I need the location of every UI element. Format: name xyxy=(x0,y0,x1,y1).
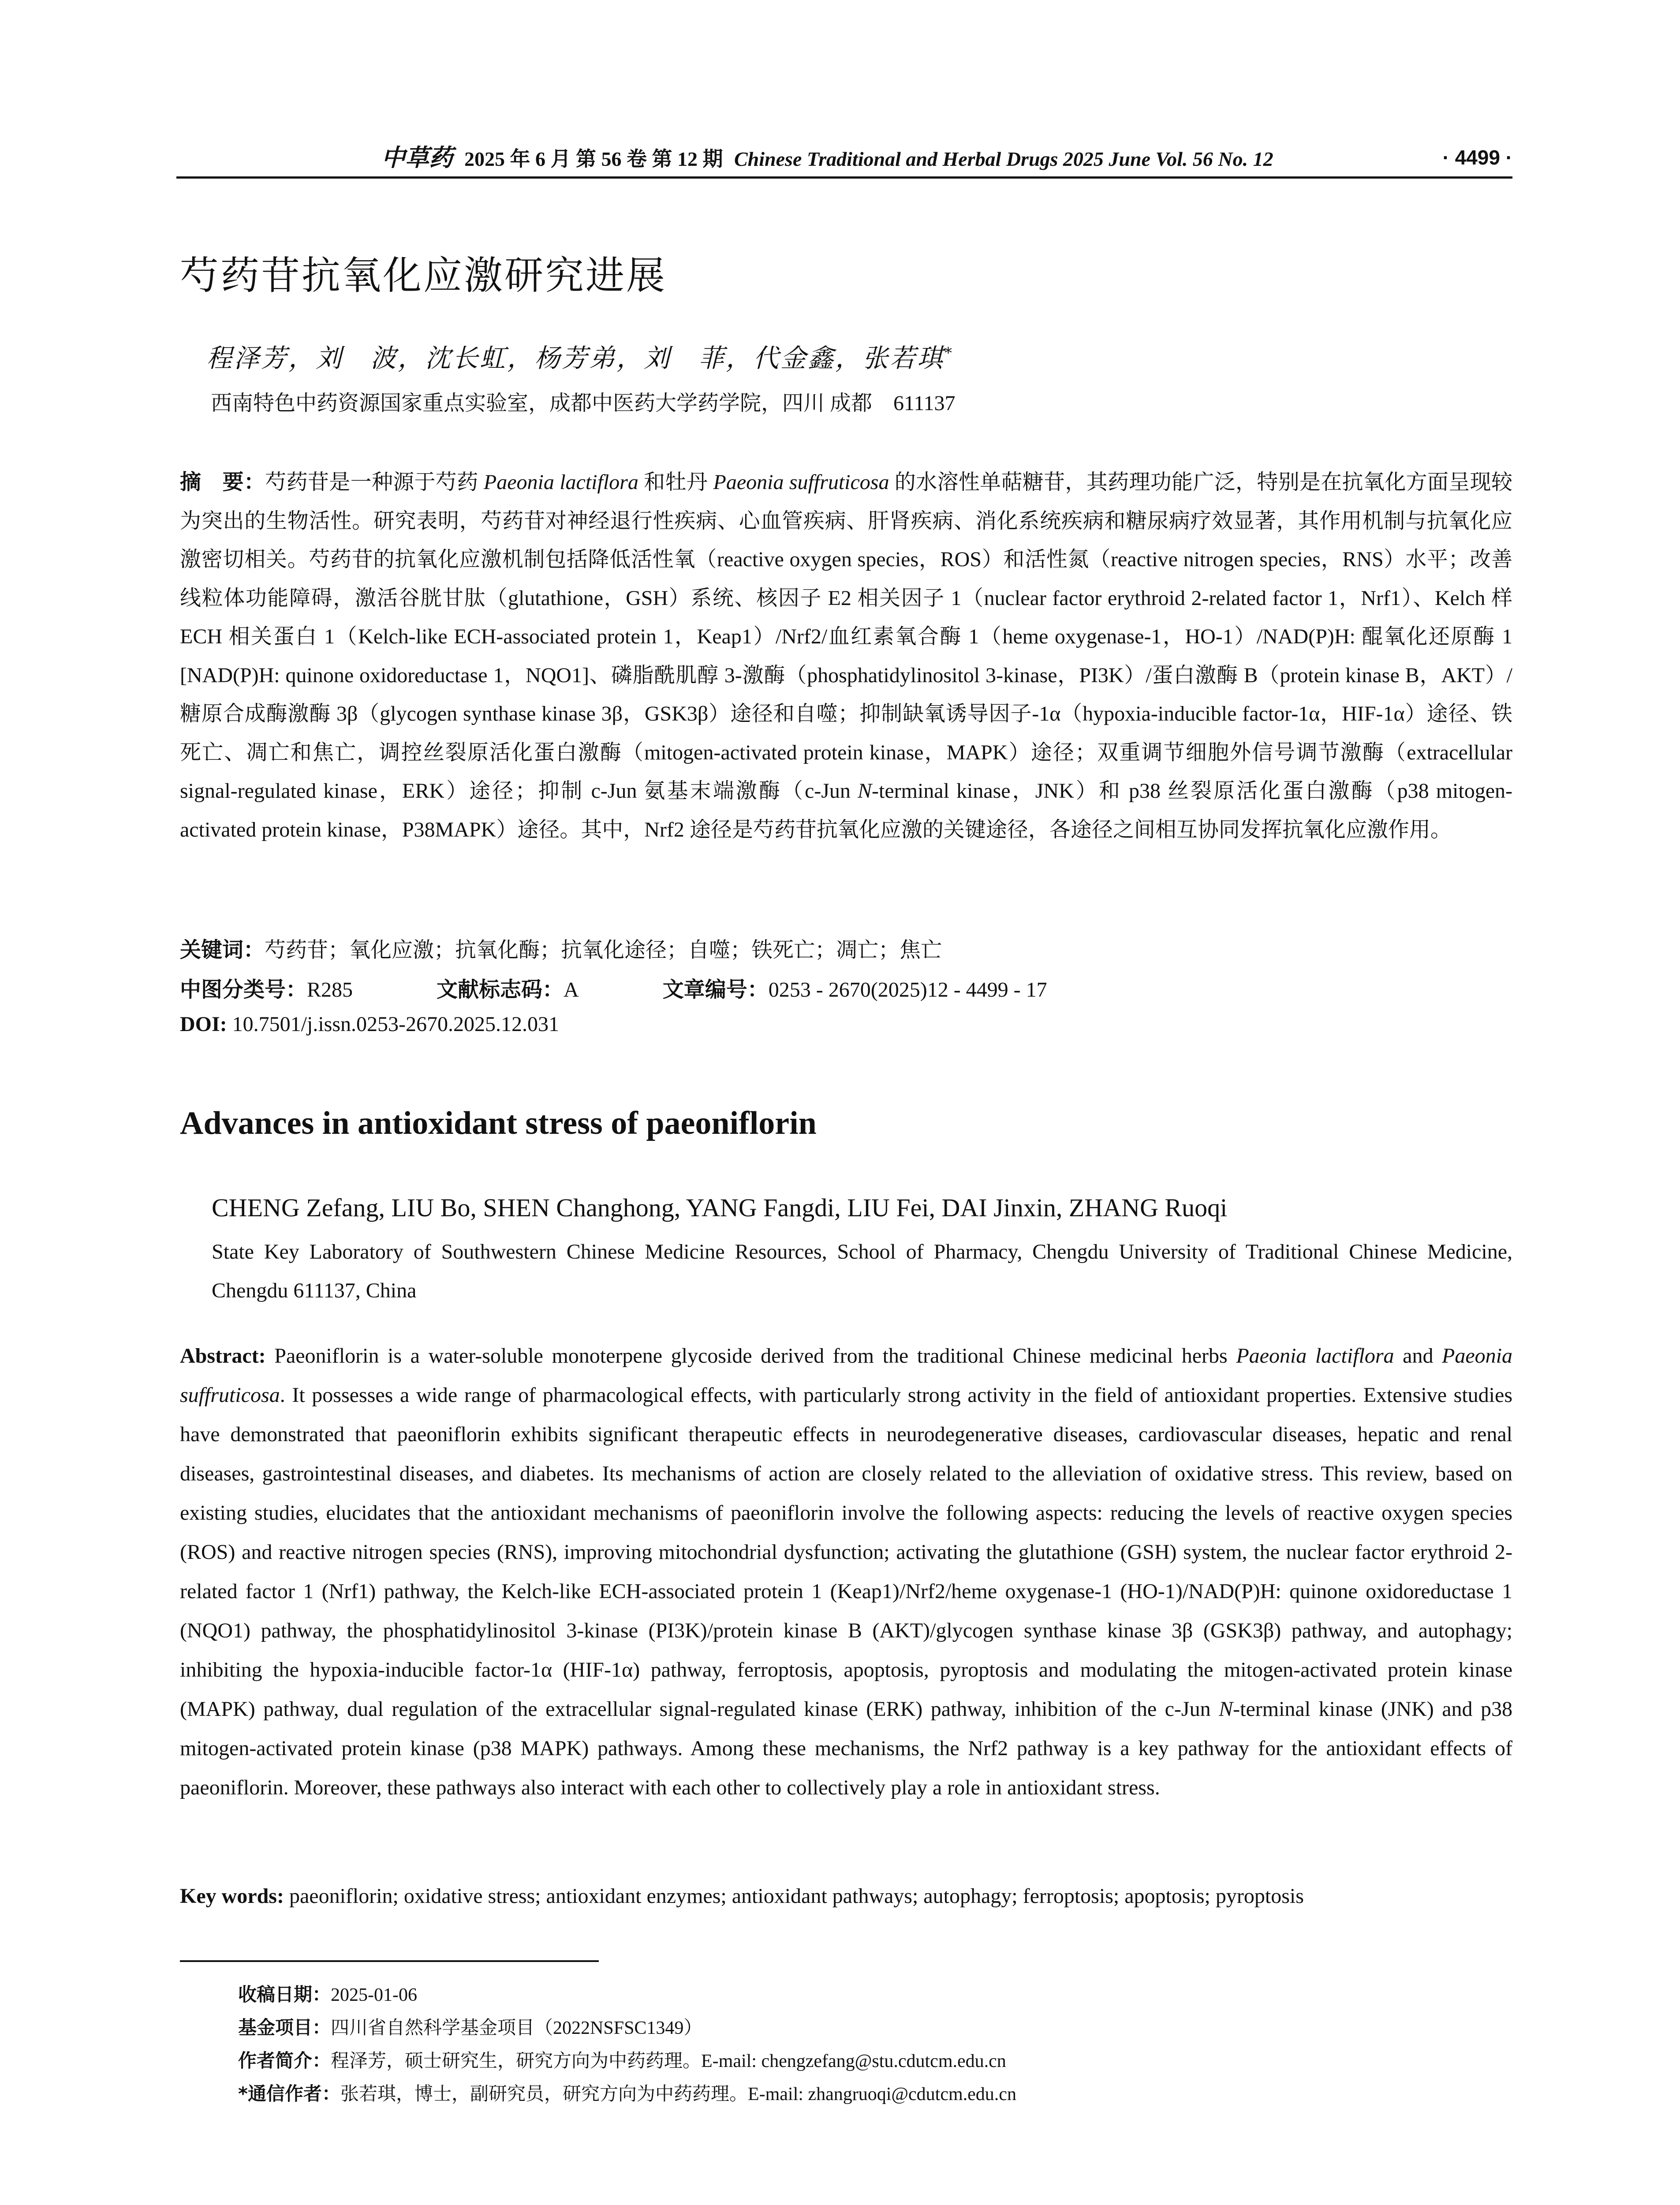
footnote-rule xyxy=(180,1960,599,1962)
affiliation-cn: 西南特色中药资源国家重点实验室，成都中医药大学药学院，四川 成都 611137 xyxy=(211,392,956,415)
clc-value: R285 xyxy=(307,978,353,1002)
species-name: Paeonia suffruticosa xyxy=(180,1344,1513,1407)
keywords-cn xyxy=(180,933,942,963)
doi-label: DOI: xyxy=(180,1013,227,1036)
journal-issue-en: Chinese Traditional and Herbal Drugs 2025 June Vol. 56 No. 12 xyxy=(734,148,1273,170)
journal-logo: 中草药 xyxy=(381,143,453,172)
doi-value: 10.7501/j.issn.0253-2670.2025.12.031 xyxy=(232,1013,560,1036)
running-header xyxy=(176,140,1512,175)
footnote-corresponding xyxy=(238,2079,1016,2106)
article-title-cn: 芍药苷抗氧化应激研究进展 xyxy=(180,253,667,298)
keywords-text-en: paeoniflorin; oxidative stress; antioxidant enzymes; antioxidant pathways; autophagy; ferroptosis; apoptosis; pyroptosis xyxy=(284,1884,1304,1908)
keywords-en xyxy=(180,1884,1512,1908)
header-rule xyxy=(176,176,1512,179)
abstract-text-en: . It possesses a wide range of pharmacological effects, with particularly strong activity in the field of antioxidant properties. Extensive studies have demonstrated that paeoniflorin exhibits significant therapeutic effects in neurodegenerative diseases, cardiovascular diseases, hepatic and renal diseases, gastrointestinal diseases, and diabetes. Its mechanisms of action are closely related to the alleviation of oxidative stress. This review, based on existing studies, elucidates that the antioxidant mechanisms of paeoniflorin involve the following aspects: reducing the levels of reactive oxygen species (ROS) and reactive nitrogen species (RNS), improving mitochondrial dysfunction; activating the glutathione (GSH) system, the nuclear factor erythroid 2-related factor 1 (Nrf1) pathway, the Kelch-like ECH-associated protein 1 (Keap1)/Nrf2/heme oxygenase-1 (HO-1)/NAD(P)H: quinone oxidoreductase 1 (NQO1) pathway, the phosphatidylinositol 3-kinase (PI3K)/protein kinase B (AKT)/glycogen synthase kinase 3β (GSK3β) pathway, and autophagy; inhibiting the hypoxia-inducible factor-1α (HIF-1α) pathway, ferroptosis, apoptosis, pyroptosis and modulating the mitogen-activated protein kinase (MAPK) pathway, dual regulation of the extracellular signal-regulated kinase (ERK) pathway, inhibition of the c-Jun xyxy=(180,1383,1512,1721)
keywords-label-cn: 关键词： xyxy=(180,938,265,962)
author-bio-label: 作者简介： xyxy=(238,2050,331,2071)
species-name: Paeonia lactiflora xyxy=(1236,1344,1394,1368)
clc-field xyxy=(180,972,353,1003)
corresponding-label: *通信作者： xyxy=(238,2083,340,2104)
footnote-fund xyxy=(238,2013,702,2040)
abstract-label-cn: 摘 要： xyxy=(180,470,265,494)
author-list-cn xyxy=(206,337,954,374)
journal-info xyxy=(381,140,1273,176)
italic-n: N xyxy=(1219,1697,1233,1721)
abstract-text-cn: 的水溶性单萜糖苷，其药理功能广泛，特别是在抗氧化方面呈现较为突出的生物活性。研究表明，芍药苷对神经退行性疾病、心血管疾病、肝肾疾病、消化系统疾病和糖尿病疗效显著，其作用机制与抗氧化应激密切相关。芍药苷的抗氧化应激机制包括降低活性氧（reactive oxygen species，ROS）和活性氮（reactive nitrogen species，RNS）水平；改善线粒体功能障碍，激活谷胱甘肽（glutathione，GSH）系统、核因子 E2 相关因子 1（nuclear factor erythroid 2-related factor 1，Nrf1）、Kelch 样 ECH 相关蛋白 1（Kelch-like ECH-associated protein 1，Keap1）/Nrf2/血红素氧合酶 1（heme oxygenase-1，HO-1）/NAD(P)H: 醌氧化还原酶 1 [NAD(P)H: quinone oxidoreductase 1，NQO1]、磷脂酰肌醇 3-激酶（phosphatidylinositol 3-kinase，PI3K）/蛋白激酶 B（protein kinase B，AKT）/糖原合成酶激酶 3β（glycogen synthase kinase 3β，GSK3β）途径和自噬；抑制缺氧诱导因子-1α（hypoxia-inducible factor-1α，HIF-1α）途径、铁死亡、凋亡和焦亡，调控丝裂原活化蛋白激酶（mitogen-activated protein kinase，MAPK）途径；双重调节细胞外信号调节激酶（extracellular signal-regulated kinase，ERK）途径；抑制 c-Jun 氨基末端激酶（c-Jun xyxy=(180,471,1512,803)
abstract-text-cn: -terminal kinase，JNK）和 p38 丝裂原活化蛋白激酶（p38 mitogen-activated protein kinase，P38MAPK）途径。其中，Nrf2 途径是芍药苷抗氧化应激的关键途径，各途径之间相互协同发挥抗氧化应激作用。 xyxy=(180,779,1512,841)
abstract-text-cn: 芍药苷是一种源于芍药 xyxy=(265,471,484,494)
affiliation-en: State Key Laboratory of Southwestern Chinese Medicine Resources, School of Pharmacy, Chengdu University of Traditional Chinese Medicine, Chengdu 611137, China xyxy=(212,1240,1512,1302)
corresponding-value: 张若琪，博士，副研究员，研究方向为中药药理。E-mail: zhangruoqi@cdutcm.edu.cn xyxy=(340,2084,1016,2104)
species-name: Paeonia lactiflora xyxy=(483,471,638,494)
journal-issue-cn: 2025 年 6 月 第 56 卷 第 12 期 xyxy=(464,148,723,170)
clc-label: 中图分类号： xyxy=(180,977,307,1002)
received-label: 收稿日期： xyxy=(238,1984,331,2005)
doc-code-field xyxy=(437,972,579,1003)
doc-code-label: 文献标志码： xyxy=(437,977,564,1002)
classification-row xyxy=(180,972,1047,1003)
footnote-author xyxy=(238,2046,1006,2073)
page-number: · 4499 · xyxy=(1442,146,1512,169)
corresponding-mark: * xyxy=(945,344,954,362)
keywords-label-en: Key words: xyxy=(180,1884,284,1908)
abstract-text-cn: 和牡丹 xyxy=(638,471,713,494)
abstract-text-en: -terminal kinase (JNK) and p38 mitogen-activated protein kinase (p38 MAPK) pathways. Among these mechanisms, the Nrf2 pathway is a key pathway for the antioxidant effects of paeoniflorin. Moreover, these pathways also interact with each other to collectively play a role in antioxidant stress. xyxy=(180,1697,1513,1799)
abstract-label-en: Abstract: xyxy=(180,1344,266,1368)
species-name: Paeonia suffruticosa xyxy=(713,471,889,494)
article-title-en: Advances in antioxidant stress of paeoniflorin xyxy=(180,1105,817,1141)
fund-value: 四川省自然科学基金项目（2022NSFSC1349） xyxy=(331,2018,702,2038)
abstract-en xyxy=(180,1336,1512,1807)
abstract-cn xyxy=(180,463,1512,849)
authors-cn: 程泽芳，刘 波，沈长虹，杨芳弟，刘 菲，代金鑫，张若琪 xyxy=(206,343,945,373)
doi-row xyxy=(180,1012,559,1036)
italic-n: N xyxy=(857,779,872,803)
article-no-field xyxy=(663,972,1047,1003)
article-no-label: 文章编号： xyxy=(662,977,769,1002)
abstract-text-en: Paeoniflorin is a water-soluble monoterpene glycoside derived from the traditional Chinese medicinal herbs xyxy=(265,1344,1236,1368)
fund-label: 基金项目： xyxy=(238,2017,331,2038)
author-bio-value: 程泽芳，硕士研究生，研究方向为中药药理。E-mail: chengzefang@stu.cdutcm.edu.cn xyxy=(331,2051,1006,2071)
author-list-en: CHENG Zefang, LIU Bo, SHEN Changhong, YANG Fangdi, LIU Fei, DAI Jinxin, ZHANG Ruoqi xyxy=(212,1193,1228,1222)
keywords-text-cn: 芍药苷；氧化应激；抗氧化酶；抗氧化途径；自噬；铁死亡；凋亡；焦亡 xyxy=(265,938,942,962)
received-value: 2025-01-06 xyxy=(331,1985,417,2005)
footnote-received xyxy=(238,1980,417,2007)
abstract-text-en: and xyxy=(1394,1344,1442,1368)
article-no-value: 0253 - 2670(2025)12 - 4499 - 17 xyxy=(768,978,1047,1002)
doc-code-value: A xyxy=(564,978,579,1002)
